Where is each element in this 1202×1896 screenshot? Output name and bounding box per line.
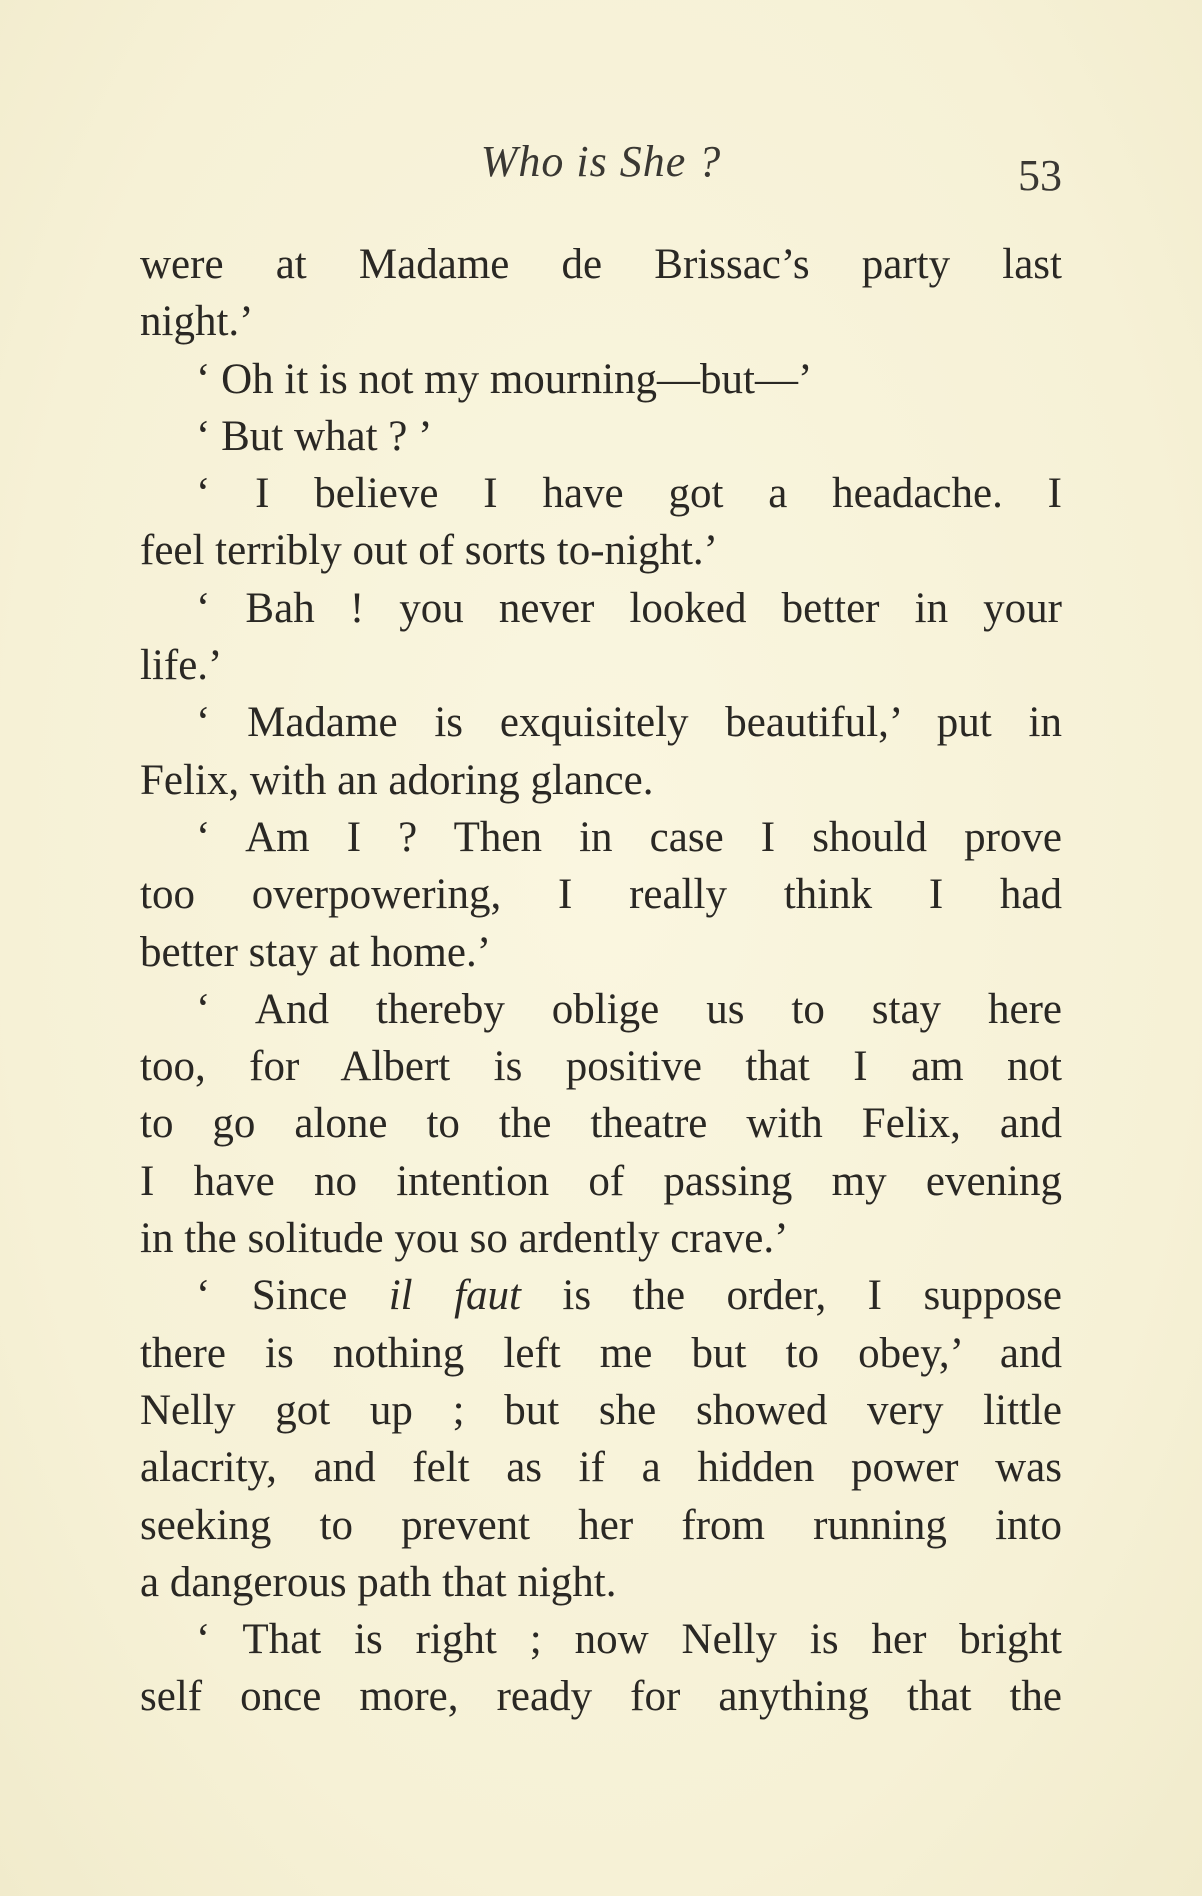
text-line: Nelly got up ; but she showed very little bbox=[140, 1386, 1062, 1434]
text-line: feel terribly out of sorts to-night.’ bbox=[140, 527, 718, 575]
text-line: too overpowering, I really think I had bbox=[140, 871, 1062, 919]
text-line: better stay at home.’ bbox=[140, 928, 492, 976]
text-line: Felix, with an adoring glance. bbox=[140, 756, 654, 804]
italic-phrase: il faut bbox=[388, 1272, 521, 1320]
body-text bbox=[140, 236, 1062, 1726]
text-line: ‘ Bah ! you never looked better in your bbox=[196, 584, 1062, 632]
text-line: were at Madame de Brissac’s party last bbox=[140, 241, 1062, 288]
text-line: too, for Albert is positive that I am not bbox=[140, 1043, 1062, 1091]
page-number: 53 bbox=[1018, 151, 1062, 200]
text-segment: ‘ Since bbox=[196, 1272, 389, 1320]
text-line: ‘ Madame is exquisitely beautiful,’ put in bbox=[196, 699, 1062, 747]
text-line: to go alone to the theatre with Felix, and bbox=[140, 1100, 1062, 1148]
text-line: a dangerous path that night. bbox=[140, 1558, 617, 1606]
text-line: ‘ I believe I have got a headache. I bbox=[196, 470, 1062, 518]
running-title: Who is She ? bbox=[480, 137, 722, 186]
text-line: I have no intention of passing my evening bbox=[140, 1157, 1062, 1205]
text-line: seeking to prevent her from running into bbox=[140, 1501, 1062, 1549]
text-line: ‘ But what ? ’ bbox=[196, 412, 433, 460]
text-line: ‘ That is right ; now Nelly is her bright bbox=[196, 1616, 1062, 1664]
text-line: ‘ And thereby oblige us to stay here bbox=[196, 985, 1062, 1033]
text-segment: is the order, I suppose bbox=[520, 1272, 1062, 1320]
text-line: life.’ bbox=[140, 642, 223, 690]
text-line: ‘ Oh it is not my mourning—but—’ bbox=[196, 355, 813, 403]
text-line: alacrity, and felt as if a hidden power was bbox=[140, 1444, 1062, 1492]
text-line: in the solitude you so ardently crave.’ bbox=[140, 1215, 789, 1263]
text-line-with-italic bbox=[140, 1267, 1062, 1324]
text-line: ‘ Am I ? Then in case I should prove bbox=[196, 813, 1062, 861]
text-line: night.’ bbox=[140, 298, 254, 346]
running-head bbox=[140, 136, 1062, 200]
text-line: there is nothing left me but to obey,’ and bbox=[140, 1329, 1062, 1377]
text-line: self once more, ready for anything that the bbox=[140, 1673, 1062, 1721]
